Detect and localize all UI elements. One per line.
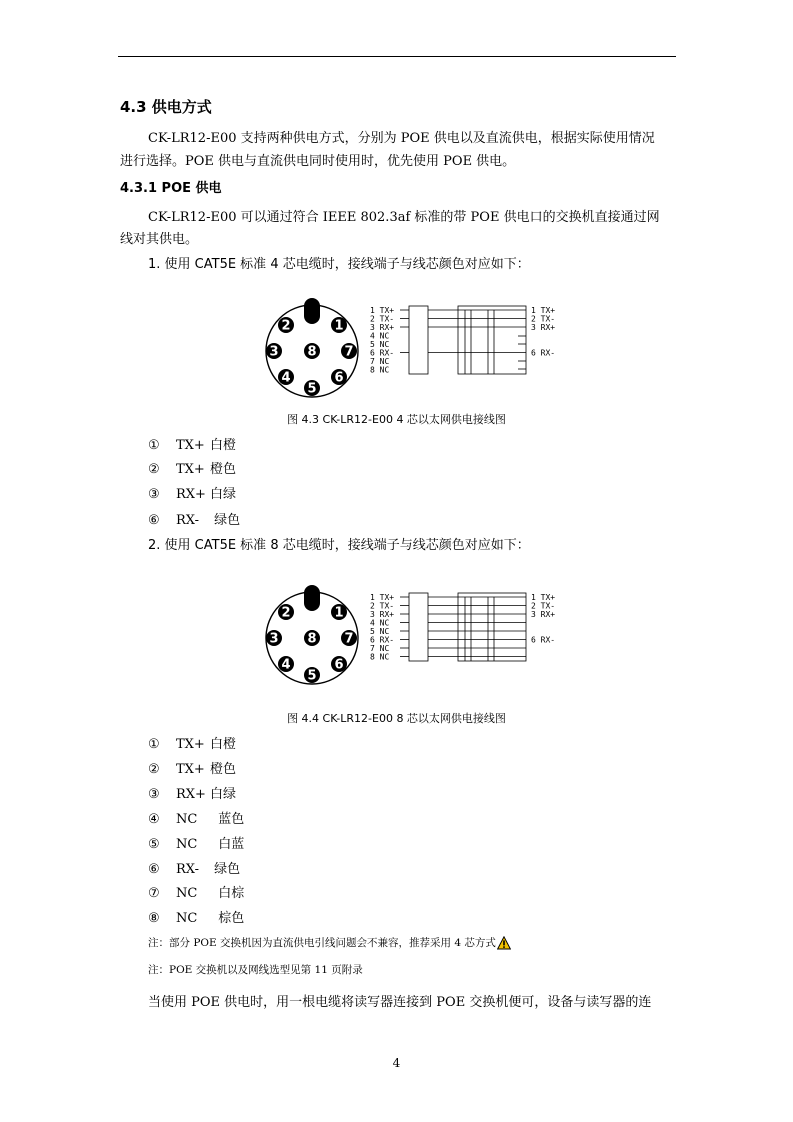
svg-text:3 RX+: 3 RX+ [370,323,395,332]
svg-text:3 RX+: 3 RX+ [370,610,395,619]
pin-label: 8 [307,344,317,360]
svg-text:1 TX+: 1 TX+ [370,306,395,315]
pin-label: 6 [334,370,344,386]
pin-label: 4 [281,370,291,386]
list-item: ⑤ NC 白蓝 [148,837,245,852]
svg-text:1 TX+: 1 TX+ [531,306,556,315]
pin-label: 8 [307,631,317,647]
svg-text:6 RX-: 6 RX- [531,348,556,358]
list-item: ① TX+ 白橙 [148,737,237,752]
svg-text:6 RX-: 6 RX- [370,635,395,645]
svg-text:2 TX-: 2 TX- [370,601,395,611]
note-compatibility: 注：部分 POE 交换机因为直流供电引线问题会不兼容，推荐采用 4 芯方式 [148,935,511,950]
list-item: ⑥ RX- 绿色 [148,513,241,528]
section-heading: 4.3 供电方式 [120,98,212,116]
svg-text:4 NC: 4 NC [370,331,390,341]
svg-text:7 NC: 7 NC [370,644,390,653]
svg-text:6 RX-: 6 RX- [370,348,395,358]
poe-intro-line-2: 线对其供电。 [120,232,199,247]
pin-label: 2 [281,605,291,621]
svg-text:2 TX-: 2 TX- [531,314,556,324]
pin-label: 5 [307,668,317,684]
list-item: ① TX+ 白橙 [148,438,237,453]
svg-text:5 NC: 5 NC [370,340,390,349]
figure-4-4-caption: 图 4.4 CK-LR12-E00 8 芯以太网供电接线图 [287,712,506,725]
pin-label: 4 [281,657,291,673]
connector-face [266,298,358,397]
pin-label: 3 [269,631,279,647]
header-rule [118,56,676,57]
list-item: ④ NC 蓝色 [148,812,245,827]
svg-text:5 NC: 5 NC [370,627,390,636]
closing-paragraph: 当使用 POE 供电时，用一根电缆将读写器连接到 POE 交换机便可，设备与读写器的连 [148,995,652,1010]
left-wire-labels [370,593,394,662]
pin-label: 3 [269,344,279,360]
poe-intro-line-1: CK-LR12-E00 可以通过符合 IEEE 802.3af 标准的带 POE 供电口的交换机直接通过网 [148,210,660,225]
wire-lines [400,593,526,661]
wiring-diagram-8-core [260,585,570,687]
svg-text:4 NC: 4 NC [370,618,390,628]
svg-text:3 RX+: 3 RX+ [531,323,556,332]
intro-line-1: CK-LR12-E00 支持两种供电方式，分别为 POE 供电以及直流供电，根据实际使用情况 [148,131,655,146]
list-item: ② TX+ 橙色 [148,762,237,777]
figure-4-3-caption: 图 4.3 CK-LR12-E00 4 芯以太网供电接线图 [287,413,506,426]
warning-icon [497,936,511,950]
list-item: ③ RX+ 白绿 [148,487,237,502]
pin-label: 1 [334,605,344,621]
connector-face [266,585,358,684]
list-item: ⑦ NC 白棕 [148,886,245,901]
note-appendix: 注：POE 交换机以及网线选型见第 11 页附录 [148,964,363,976]
svg-text:6 RX-: 6 RX- [531,635,556,645]
svg-text:1 TX+: 1 TX+ [531,593,556,602]
svg-text:3 RX+: 3 RX+ [531,610,556,619]
pin-label: 1 [334,318,344,334]
list-item: ② TX+ 橙色 [148,462,237,477]
right-wire-labels [531,593,555,645]
svg-text:8 NC: 8 NC [370,652,390,662]
subsection-heading: 4.3.1 POE 供电 [120,181,222,196]
right-wire-labels [531,306,555,358]
step-2-instruction: 2. 使用 CAT5E 标准 8 芯电缆时，接线端子与线芯颜色对应如下： [148,538,530,553]
wire-lines [400,306,526,374]
list-item: ⑧ NC 棕色 [148,911,245,926]
page-number: 4 [392,1056,401,1070]
pin-label: 7 [344,631,354,647]
svg-text:2 TX-: 2 TX- [531,601,556,611]
list-item: ⑥ RX- 绿色 [148,862,241,877]
svg-text:8 NC: 8 NC [370,365,390,375]
left-wire-labels [370,306,394,375]
intro-line-2: 进行选择。POE 供电与直流供电同时使用时，优先使用 POE 供电。 [120,154,516,169]
step-1-instruction: 1. 使用 CAT5E 标准 4 芯电缆时，接线端子与线芯颜色对应如下： [148,257,530,272]
pin-label: 5 [307,381,317,397]
pin-label: 6 [334,657,344,673]
pin-label: 2 [281,318,291,334]
svg-text:1 TX+: 1 TX+ [370,593,395,602]
list-item: ③ RX+ 白绿 [148,787,237,802]
svg-text:7 NC: 7 NC [370,357,390,366]
pin-label: 7 [344,344,354,360]
wiring-diagram-4-core [260,298,570,400]
svg-text:2 TX-: 2 TX- [370,314,395,324]
